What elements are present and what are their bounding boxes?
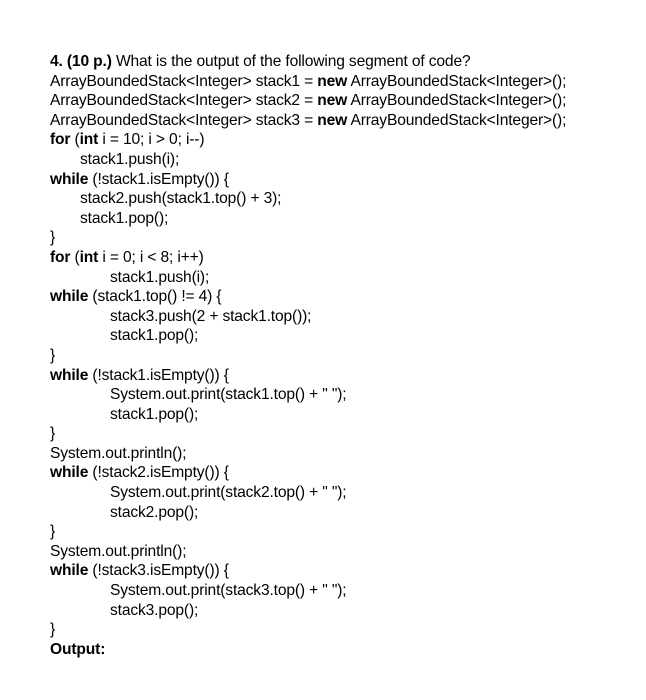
keyword-int: int	[79, 131, 99, 149]
code-line-close3: }	[50, 425, 56, 443]
keyword-int: int	[79, 248, 99, 266]
code-line-while3-body2: stack1.pop();	[110, 405, 199, 423]
question-block	[50, 52, 640, 659]
keyword-for: for	[50, 248, 71, 266]
code-line-println2: System.out.println();	[50, 542, 187, 560]
code-line-while3: while (!stack1.isEmpty()) {	[50, 366, 229, 384]
keyword-for: for	[50, 131, 71, 149]
code-line-while2: while (stack1.top() != 4) {	[50, 288, 222, 306]
code-line-while2-body2: stack1.pop();	[110, 327, 199, 345]
code-line-for2-body: stack1.push(i);	[110, 268, 210, 286]
code-line-while4: while (!stack2.isEmpty()) {	[50, 464, 229, 482]
code-line-close2: }	[50, 346, 56, 364]
keyword-new: new	[317, 92, 348, 110]
output-label: Output:	[50, 640, 106, 658]
code-line-close5: }	[50, 621, 56, 639]
keyword-new: new	[317, 111, 348, 129]
keyword-while: while	[50, 366, 89, 384]
keyword-new: new	[317, 72, 348, 90]
code-line-while5-body2: stack3.pop();	[110, 601, 199, 619]
question-number: 4. (10 p.)	[50, 53, 112, 70]
code-line-decl1: ArrayBoundedStack<Integer> stack1 = new ArrayBoundedStack<Integer>();	[50, 72, 567, 90]
question-text: What is the output of the following segment of code?	[111, 53, 471, 70]
keyword-while: while	[50, 288, 89, 306]
code-line-close4: }	[50, 523, 56, 541]
code-line-while1-body1: stack2.push(stack1.top() + 3);	[80, 190, 282, 208]
code-line-decl2: ArrayBoundedStack<Integer> stack2 = new ArrayBoundedStack<Integer>();	[50, 92, 567, 110]
code-line-println1: System.out.println();	[50, 444, 187, 462]
keyword-while: while	[50, 170, 89, 188]
code-line-while5-body1: System.out.print(stack3.top() + " ");	[110, 582, 347, 600]
keyword-while: while	[50, 464, 89, 482]
code-line-decl3: ArrayBoundedStack<Integer> stack3 = new ArrayBoundedStack<Integer>();	[50, 111, 567, 129]
code-line-for1: for (int i = 10; i > 0; i--)	[50, 131, 205, 149]
question-heading	[50, 52, 640, 72]
keyword-while: while	[50, 562, 89, 580]
code-line-while4-body2: stack2.pop();	[110, 503, 199, 521]
code-line-while4-body1: System.out.print(stack2.top() + " ");	[110, 484, 347, 502]
code-line-for1-body: stack1.push(i);	[80, 150, 180, 168]
code-line-for2: for (int i = 0; i < 8; i++)	[50, 248, 204, 266]
code-line-while5: while (!stack3.isEmpty()) {	[50, 562, 229, 580]
code-line-while2-body1: stack3.push(2 + stack1.top());	[110, 307, 312, 325]
code-line-close1: }	[50, 229, 56, 247]
code-line-while3-body1: System.out.print(stack1.top() + " ");	[110, 386, 347, 404]
code-line-while1: while (!stack1.isEmpty()) {	[50, 170, 229, 188]
code-line-while1-body2: stack1.pop();	[80, 209, 169, 227]
